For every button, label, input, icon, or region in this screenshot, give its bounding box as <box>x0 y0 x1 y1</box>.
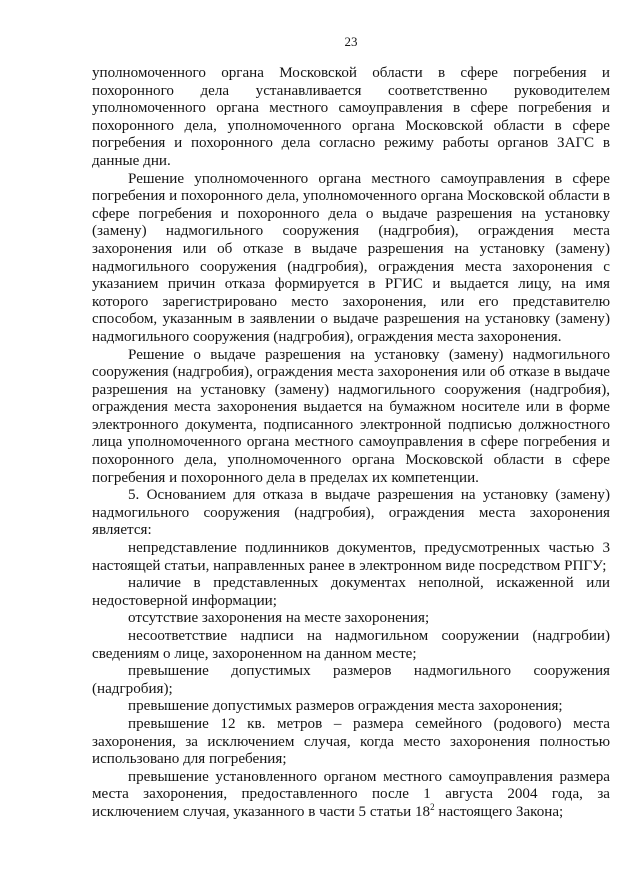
paragraph-decision-issuance: Решение о выдаче разрешения на установку (замену) надмогильного сооружения (надгробия), ограждения места захоронения или об отказе в выдаче разрешения на установку (замену) надмогильного сооружения (надгробия), ограждения места захоронения выдается на бумажном носителе или в форме электронного документа, подписанного электронной подписью должностного лица уполномоченного органа местного самоуправления в сфере погребения и похоронного дела, уполномоченного органа Московской области в сфере погребения и похоронного дела в пределах их компетенции. <box>92 346 610 486</box>
list-item: наличие в представленных документах неполной, искаженной или недостоверной информации; <box>92 575 610 609</box>
paragraph-refusal-grounds: 5. Основанием для отказа в выдаче разрешения на установку (замену) надмогильного сооружения (надгробия), ограждения места захоронения является: <box>92 487 610 539</box>
list-item: превышение 12 кв. метров – размера семейного (родового) места захоронения, за исключением случая, когда место захоронения полностью использовано для погребения; <box>92 715 610 768</box>
list-item: отсутствие захоронения на месте захоронения; <box>128 610 430 627</box>
list-item: превышение допустимых размеров ограждения места захоронения; <box>128 698 563 715</box>
page-number: 23 <box>344 34 358 49</box>
last-item-text: превышение установленного органом местного самоуправления размера места захоронения, предоставленного после 1 августа 2004 года, за исключением случая, указанного в части 5 статьи 18 <box>92 768 610 820</box>
list-item-last <box>92 769 610 822</box>
last-item-tail: настоящего Закона; <box>434 803 564 820</box>
list-item: превышение допустимых размеров надмогильного сооружения (надгробия); <box>92 663 610 697</box>
list-item: непредставление подлинников документов, предусмотренных частью 3 настоящей статьи, направленных ранее в электронном виде посредством РПГУ; <box>92 540 610 574</box>
article-superscript: 2 <box>430 801 435 812</box>
paragraph-decision-formation: Решение уполномоченного органа местного самоуправления в сфере погребения и похоронного дела, уполномоченного органа Московской области в сфере погребения и похоронного дела о выдаче разрешения на установку (замену) надмогильного сооружения (надгробия), ограждения места захоронения или об отказе в выдаче разрешения на установку (замену) надмогильного сооружения (надгробия), ограждения места захоронения с указанием причин отказа формируется в РГИС и выдается лицу, на имя которого зарегистрировано место захоронения, или его представителю способом, указанным в заявлении о выдаче разрешения на установку (замену) надмогильного сооружения (надгробия), ограждения места захоронения. <box>92 170 610 345</box>
document-body <box>92 65 610 822</box>
paragraph-continuation: уполномоченного органа Московской области в сфере погребения и похоронного дела устанавливается соответственно руководителем уполномоченного органа местного самоуправления в сфере погребения и похоронного дела, уполномоченного органа Московской области в сфере погребения и похоронного дела согласно режиму работы органов ЗАГС в данные дни. <box>92 65 610 169</box>
list-item: несоответствие надписи на надмогильном сооружении (надгробии) сведениям о лице, захороненном на данном месте; <box>92 628 610 662</box>
